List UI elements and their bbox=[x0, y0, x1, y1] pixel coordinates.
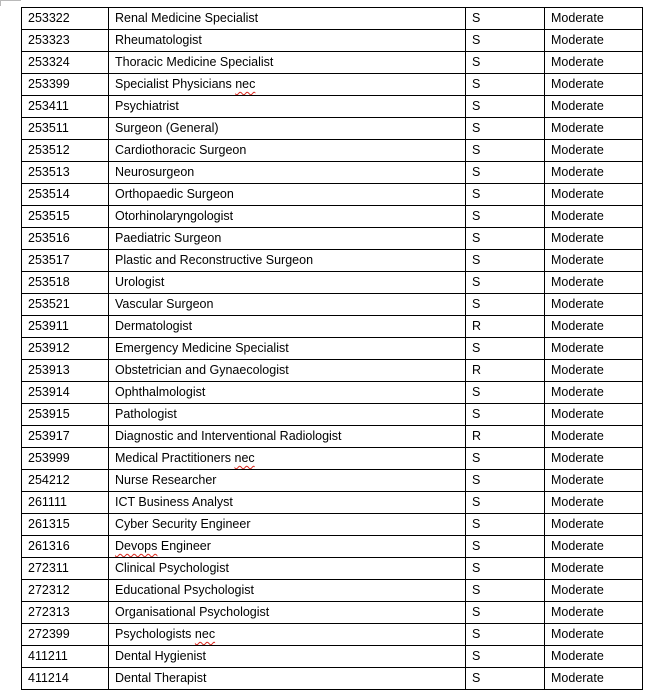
table-row bbox=[22, 272, 643, 294]
level-cell: Moderate bbox=[545, 580, 643, 602]
list-type-cell: S bbox=[466, 492, 545, 514]
occupation-name-cell bbox=[109, 206, 466, 228]
occupation-name-cell bbox=[109, 118, 466, 140]
list-type-cell: S bbox=[466, 382, 545, 404]
level-cell: Moderate bbox=[545, 624, 643, 646]
occupation-name-cell bbox=[109, 646, 466, 668]
list-type-cell: S bbox=[466, 96, 545, 118]
occupation-name-text: Neurosurgeon bbox=[115, 165, 195, 179]
occupation-name-cell bbox=[109, 52, 466, 74]
occupation-name-cell bbox=[109, 404, 466, 426]
level-cell: Moderate bbox=[545, 294, 643, 316]
occupation-code-cell: 253411 bbox=[22, 96, 109, 118]
level-cell: Moderate bbox=[545, 646, 643, 668]
table-row bbox=[22, 294, 643, 316]
list-type-cell: S bbox=[466, 184, 545, 206]
level-cell: Moderate bbox=[545, 536, 643, 558]
list-type-cell: R bbox=[466, 426, 545, 448]
occupation-name-text: Obstetrician and Gynaecologist bbox=[115, 363, 289, 377]
list-type-cell: S bbox=[466, 338, 545, 360]
spellcheck-flagged-word: nec bbox=[234, 451, 255, 465]
table-row bbox=[22, 228, 643, 250]
list-type-cell: S bbox=[466, 602, 545, 624]
occupation-name-text: Vascular Surgeon bbox=[115, 297, 214, 311]
level-cell: Moderate bbox=[545, 162, 643, 184]
table-row bbox=[22, 206, 643, 228]
occupation-name-text: Specialist Physicians bbox=[115, 77, 232, 91]
list-type-cell: S bbox=[466, 118, 545, 140]
occupation-name-text: Nurse Researcher bbox=[115, 473, 217, 487]
occupation-name-text: Urologist bbox=[115, 275, 165, 289]
occupation-name-cell bbox=[109, 360, 466, 382]
occupation-code-cell: 253517 bbox=[22, 250, 109, 272]
occupation-code-cell: 253913 bbox=[22, 360, 109, 382]
occupation-code-cell: 253521 bbox=[22, 294, 109, 316]
occupation-name-cell bbox=[109, 558, 466, 580]
occupation-name-text: Engineer bbox=[160, 539, 211, 553]
occupation-name-cell bbox=[109, 580, 466, 602]
occupation-name-text: Psychiatrist bbox=[115, 99, 179, 113]
occupation-name-text: Cyber Security Engineer bbox=[115, 517, 251, 531]
list-type-cell: R bbox=[466, 316, 545, 338]
list-type-cell: S bbox=[466, 470, 545, 492]
occupation-name-text: Emergency Medicine Specialist bbox=[115, 341, 289, 355]
occupation-code-cell: 254212 bbox=[22, 470, 109, 492]
occupation-name-cell bbox=[109, 294, 466, 316]
level-cell: Moderate bbox=[545, 558, 643, 580]
level-cell: Moderate bbox=[545, 74, 643, 96]
occupation-name-text: Cardiothoracic Surgeon bbox=[115, 143, 247, 157]
list-type-cell: S bbox=[466, 272, 545, 294]
list-type-cell: S bbox=[466, 514, 545, 536]
level-cell: Moderate bbox=[545, 250, 643, 272]
occupation-name-text: Surgeon (General) bbox=[115, 121, 219, 135]
table-row bbox=[22, 536, 643, 558]
spellcheck-flagged-word: Devops bbox=[115, 539, 158, 553]
occupation-name-text: Dental Therapist bbox=[115, 671, 207, 685]
table-row bbox=[22, 514, 643, 536]
occupation-table-body bbox=[22, 8, 643, 690]
list-type-cell: S bbox=[466, 52, 545, 74]
occupation-name-cell bbox=[109, 382, 466, 404]
table-row bbox=[22, 646, 643, 668]
table-row bbox=[22, 140, 643, 162]
occupation-name-text: Organisational Psychologist bbox=[115, 605, 270, 619]
occupation-code-cell: 253515 bbox=[22, 206, 109, 228]
table-row bbox=[22, 184, 643, 206]
occupation-code-cell: 253399 bbox=[22, 74, 109, 96]
occupation-code-cell: 253324 bbox=[22, 52, 109, 74]
occupation-code-cell: 253511 bbox=[22, 118, 109, 140]
occupation-code-cell: 253513 bbox=[22, 162, 109, 184]
occupation-name-cell bbox=[109, 514, 466, 536]
level-cell: Moderate bbox=[545, 206, 643, 228]
list-type-cell: S bbox=[466, 668, 545, 690]
occupation-name-text: Clinical Psychologist bbox=[115, 561, 229, 575]
occupation-code-cell: 253323 bbox=[22, 30, 109, 52]
occupation-name-cell bbox=[109, 30, 466, 52]
occupation-code-cell: 261111 bbox=[22, 492, 109, 514]
list-type-cell: S bbox=[466, 558, 545, 580]
occupation-code-cell: 253514 bbox=[22, 184, 109, 206]
occupation-name-text: Educational Psychologist bbox=[115, 583, 254, 597]
occupation-name-text: Medical Practitioners bbox=[115, 451, 232, 465]
occupation-name-cell bbox=[109, 316, 466, 338]
occupation-code-cell: 253912 bbox=[22, 338, 109, 360]
list-type-cell: S bbox=[466, 624, 545, 646]
occupation-name-cell bbox=[109, 426, 466, 448]
table-row bbox=[22, 404, 643, 426]
occupation-name-cell bbox=[109, 140, 466, 162]
list-type-cell: S bbox=[466, 140, 545, 162]
occupation-name-text: Diagnostic and Interventional Radiologist bbox=[115, 429, 342, 443]
occupation-name-cell bbox=[109, 272, 466, 294]
occupation-name-text: Pathologist bbox=[115, 407, 177, 421]
list-type-cell: S bbox=[466, 8, 545, 30]
table-row bbox=[22, 448, 643, 470]
occupation-code-cell: 261315 bbox=[22, 514, 109, 536]
table-row bbox=[22, 338, 643, 360]
occupation-name-cell bbox=[109, 74, 466, 96]
occupation-code-cell: 272311 bbox=[22, 558, 109, 580]
list-type-cell: R bbox=[466, 360, 545, 382]
occupation-name-text: Thoracic Medicine Specialist bbox=[115, 55, 274, 69]
list-type-cell: S bbox=[466, 228, 545, 250]
level-cell: Moderate bbox=[545, 184, 643, 206]
occupation-name-text: Renal Medicine Specialist bbox=[115, 11, 259, 25]
table-row bbox=[22, 580, 643, 602]
occupation-code-cell: 261316 bbox=[22, 536, 109, 558]
table-row bbox=[22, 118, 643, 140]
occupation-name-cell bbox=[109, 184, 466, 206]
occupation-table bbox=[21, 7, 643, 690]
table-row bbox=[22, 250, 643, 272]
level-cell: Moderate bbox=[545, 316, 643, 338]
table-row bbox=[22, 30, 643, 52]
occupation-name-cell bbox=[109, 162, 466, 184]
level-cell: Moderate bbox=[545, 492, 643, 514]
occupation-name-text: Orthopaedic Surgeon bbox=[115, 187, 234, 201]
list-type-cell: S bbox=[466, 294, 545, 316]
occupation-name-cell bbox=[109, 8, 466, 30]
level-cell: Moderate bbox=[545, 272, 643, 294]
list-type-cell: S bbox=[466, 448, 545, 470]
occupation-name-cell bbox=[109, 536, 466, 558]
list-type-cell: S bbox=[466, 30, 545, 52]
occupation-code-cell: 253914 bbox=[22, 382, 109, 404]
list-type-cell: S bbox=[466, 580, 545, 602]
table-row bbox=[22, 316, 643, 338]
list-type-cell: S bbox=[466, 646, 545, 668]
level-cell: Moderate bbox=[545, 602, 643, 624]
table-row bbox=[22, 162, 643, 184]
occupation-name-cell bbox=[109, 492, 466, 514]
table-row bbox=[22, 382, 643, 404]
occupation-code-cell: 253911 bbox=[22, 316, 109, 338]
occupation-name-cell bbox=[109, 470, 466, 492]
occupation-code-cell: 411214 bbox=[22, 668, 109, 690]
occupation-name-cell bbox=[109, 228, 466, 250]
spellcheck-flagged-word: nec bbox=[235, 77, 256, 91]
list-type-cell: S bbox=[466, 74, 545, 96]
spellcheck-flagged-word: nec bbox=[194, 627, 216, 641]
table-row bbox=[22, 624, 643, 646]
occupation-name-text: ICT Business Analyst bbox=[115, 495, 233, 509]
list-type-cell: S bbox=[466, 404, 545, 426]
occupation-name-cell bbox=[109, 338, 466, 360]
list-type-cell: S bbox=[466, 162, 545, 184]
level-cell: Moderate bbox=[545, 470, 643, 492]
table-row bbox=[22, 426, 643, 448]
table-row bbox=[22, 360, 643, 382]
occupation-name-text: Dermatologist bbox=[115, 319, 193, 333]
occupation-code-cell: 253915 bbox=[22, 404, 109, 426]
level-cell: Moderate bbox=[545, 426, 643, 448]
occupation-name-cell bbox=[109, 668, 466, 690]
occupation-name-text: Ophthalmologist bbox=[115, 385, 206, 399]
occupation-code-cell: 272399 bbox=[22, 624, 109, 646]
occupation-name-cell bbox=[109, 602, 466, 624]
level-cell: Moderate bbox=[545, 448, 643, 470]
page-corner-marker bbox=[0, 0, 21, 6]
level-cell: Moderate bbox=[545, 668, 643, 690]
occupation-name-text: Psychologists bbox=[115, 627, 192, 641]
occupation-code-cell: 253999 bbox=[22, 448, 109, 470]
level-cell: Moderate bbox=[545, 404, 643, 426]
table-row bbox=[22, 470, 643, 492]
list-type-cell: S bbox=[466, 206, 545, 228]
list-type-cell: S bbox=[466, 250, 545, 272]
level-cell: Moderate bbox=[545, 30, 643, 52]
level-cell: Moderate bbox=[545, 514, 643, 536]
occupation-name-cell bbox=[109, 96, 466, 118]
occupation-code-cell: 253917 bbox=[22, 426, 109, 448]
occupation-name-text: Otorhinolaryngologist bbox=[115, 209, 234, 223]
level-cell: Moderate bbox=[545, 118, 643, 140]
level-cell: Moderate bbox=[545, 52, 643, 74]
occupation-name-text: Dental Hygienist bbox=[115, 649, 207, 663]
occupation-name-text: Paediatric Surgeon bbox=[115, 231, 222, 245]
table-row bbox=[22, 668, 643, 690]
level-cell: Moderate bbox=[545, 228, 643, 250]
level-cell: Moderate bbox=[545, 8, 643, 30]
occupation-name-cell bbox=[109, 250, 466, 272]
occupation-code-cell: 253516 bbox=[22, 228, 109, 250]
table-row bbox=[22, 558, 643, 580]
level-cell: Moderate bbox=[545, 360, 643, 382]
occupation-name-cell bbox=[109, 624, 466, 646]
table-row bbox=[22, 492, 643, 514]
list-type-cell: S bbox=[466, 536, 545, 558]
occupation-code-cell: 411211 bbox=[22, 646, 109, 668]
occupation-code-cell: 272313 bbox=[22, 602, 109, 624]
occupation-code-cell: 272312 bbox=[22, 580, 109, 602]
table-row bbox=[22, 602, 643, 624]
level-cell: Moderate bbox=[545, 382, 643, 404]
occupation-name-text: Plastic and Reconstructive Surgeon bbox=[115, 253, 314, 267]
table-row bbox=[22, 52, 643, 74]
level-cell: Moderate bbox=[545, 338, 643, 360]
occupation-code-cell: 253322 bbox=[22, 8, 109, 30]
table-row bbox=[22, 74, 643, 96]
level-cell: Moderate bbox=[545, 96, 643, 118]
table-row bbox=[22, 8, 643, 30]
occupation-name-text: Rheumatologist bbox=[115, 33, 202, 47]
table-row bbox=[22, 96, 643, 118]
occupation-code-cell: 253512 bbox=[22, 140, 109, 162]
level-cell: Moderate bbox=[545, 140, 643, 162]
occupation-code-cell: 253518 bbox=[22, 272, 109, 294]
occupation-name-cell bbox=[109, 448, 466, 470]
